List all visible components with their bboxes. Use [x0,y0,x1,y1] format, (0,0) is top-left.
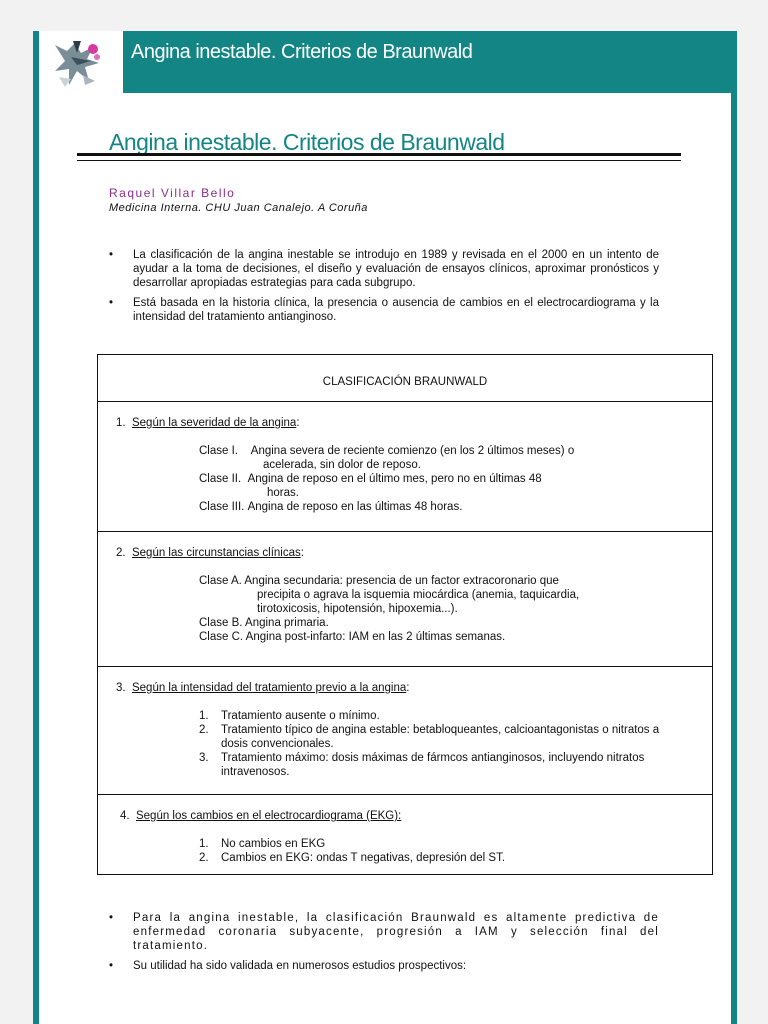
header-bar [39,31,731,93]
bullet-icon: • [109,960,114,972]
bullet-item: • Está basada en la historia clínica, la presencia o ausencia de cambios en el electrocardiograma y la intensidad del tratamiento antianginoso. [109,297,659,323]
section-title: 2. Según las circunstancias clínicas: [116,547,304,559]
title-divider [77,153,681,161]
list-item: 2. Cambios en EKG: ondas T negativas, depresión del ST. [199,852,506,864]
class-item: Clase II. Angina de reposo en el último mes, pero no en últimas 48 [199,473,542,485]
class-item: Clase B. Angina primaria. [199,617,329,629]
class-item: Clase I. Angina severa de reciente comienzo (en los 2 últimos meses) o [199,445,575,457]
logo [39,31,123,93]
braunwald-classification-table [97,354,713,875]
bullet-icon: • [109,912,115,924]
section-body [199,709,679,779]
section-body: Clase A. Angina secundaria: presencia de un factor extracoronario que precipita o agrava la isquemia miocárdica (anemia, taquicardia, tirotoxicosis, hipotensión, hipoxemia...). Clase B. Angina primaria. Clase C. Angina post-infarto: IAM en las 2 últimas semanas. [199,574,679,644]
list-item: 2. Tratamiento típico de angina estable: betabloqueantes, calcioantagonistas o nitratos a dosis convencionales. [199,724,660,750]
author-name: Raquel Villar Bello [109,186,236,200]
section-clinical-circumstances [98,531,712,666]
bullet-item: • Su utilidad ha sido validada en numerosos estudios prospectivos: [109,960,467,972]
bullet-item: • Para la angina inestable, la clasificación Braunwald es altamente predictiva de enfermedad coronaria subyacente, progresión a IAM y selección final del tratamiento. [109,912,659,952]
section-title: 3. Según la intensidad del tratamiento previo a la angina: [116,682,410,694]
numbered-list [199,709,679,779]
table-heading: CLASIFICACIÓN BRAUNWALD [322,376,488,388]
page [33,31,737,1024]
section-severity [98,401,712,531]
intro-bullet-list [109,248,659,330]
logo-graphic [47,35,113,91]
bullet-item: • La clasificación de la angina inestable se introdujo en 1989 y revisada en el 2000 en un intento de ayudar a la toma de decisiones, el diseño y evaluación de ensayos clínicos, aproximar pronósticos y desarrollar apropiadas estrategias para cada subgrupo. [109,249,659,289]
document-title: Angina inestable. Criterios de Braunwald [109,129,505,155]
section-ekg-changes [98,794,712,874]
author-affiliation: Medicina Interna. CHU Juan Canalejo. A Coruña [109,202,368,214]
list-item: 3. Tratamiento máximo: dosis máximas de fármcos antianginosos, incluyendo nitratos intravenosos. [199,752,645,778]
bullet-icon: • [109,249,114,261]
list-item: 1. Tratamiento ausente o mínimo. [199,710,380,722]
list-item: 1. No cambios en EKG [199,838,326,850]
numbered-list [199,837,679,865]
closing-bullet-list [109,911,659,979]
section-title: 1. Según la severidad de la angina: [116,417,300,429]
class-item: Clase C. Angina post-infarto: IAM en las 2 últimas semanas. [199,631,506,643]
class-item: Clase A. Angina secundaria: presencia de un factor extracoronario que [199,575,559,587]
section-body [199,837,679,865]
header-title: Angina inestable. Criterios de Braunwald [131,41,473,63]
section-treatment-intensity [98,666,712,794]
section-body: Clase I. Angina severa de reciente comienzo (en los 2 últimos meses) o acelerada, sin dolor de reposo. Clase II. Angina de reposo en el último mes, pero no en últimas 48 horas. Clase III. Angina de reposo en las últimas 48 horas. [199,444,679,514]
section-title: 4. Según los cambios en el electrocardiograma (EKG): [120,810,402,822]
class-item: Clase III. Angina de reposo en las últimas 48 horas. [199,501,463,513]
bullet-icon: • [109,297,114,309]
